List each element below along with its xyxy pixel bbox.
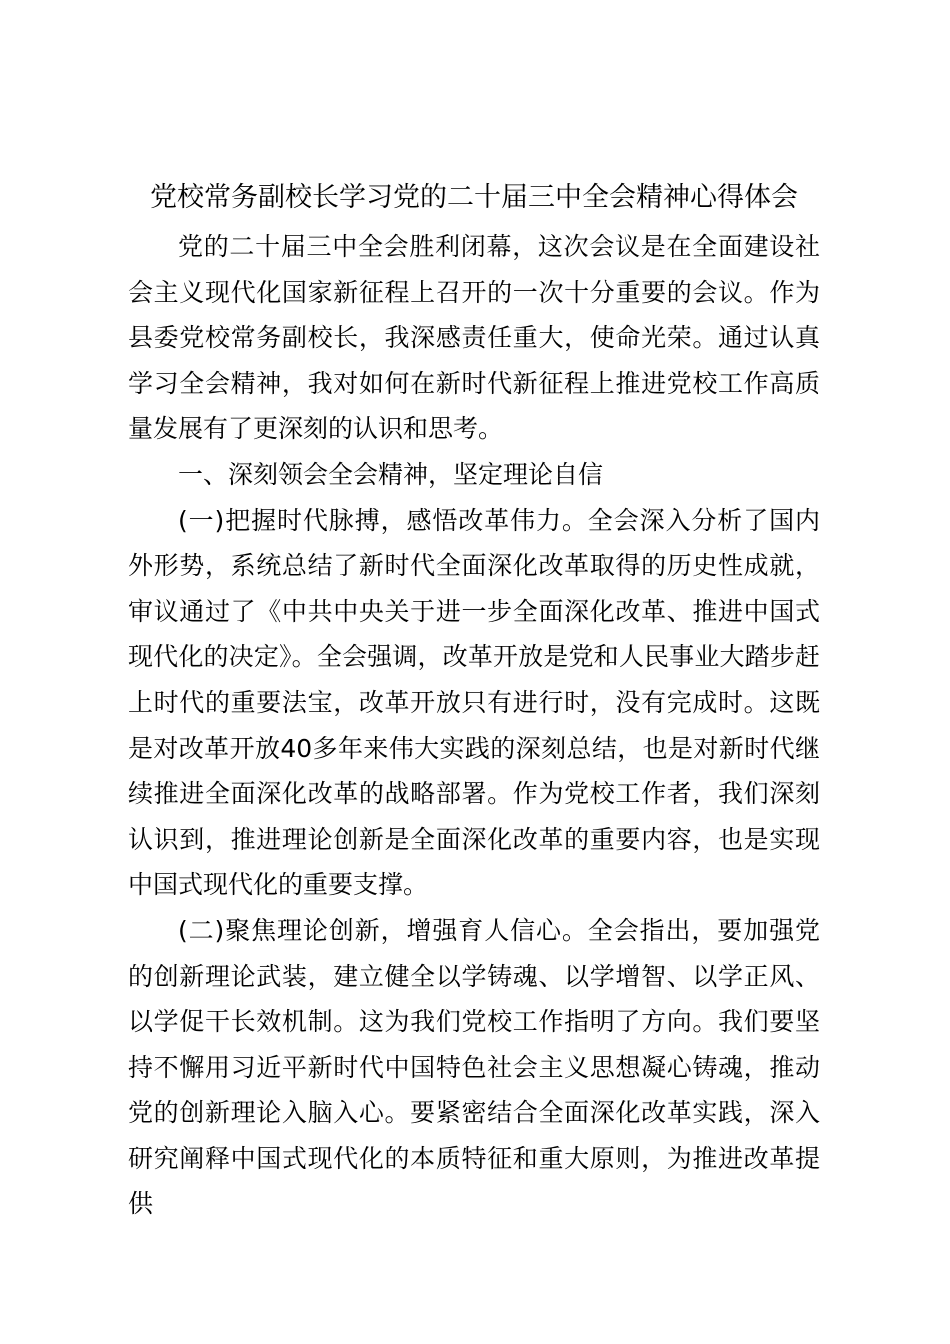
intro-paragraph: 党的二十届三中全会胜利闭幕，这次会议是在全面建设社会主义现代化国家新征程上召开的一次十分重要的会议。作为县委党校常务副校长，我深感责任重大，使命光荣。通过认真学习全会精神，我对如何在新时代新征程上推进党校工作高质量发展有了更深刻的认识和思考。	[128, 232, 820, 444]
document-title: 党校常务副校长学习党的二十届三中全会精神心得体会	[150, 182, 798, 213]
subsection-paragraph-1: (一)把握时代脉搏，感悟改革伟力。全会深入分析了国内外形势，系统总结了新时代全面深化改革取得的历史性成就，审议通过了《中共中央关于进一步全面深化改革、推进中国式现代化的决定》。全会强调，改革开放是党和人民事业大踏步赶上时代的重要法宝，改革开放只有进行时，没有完成时。这既是对改革开放40多年来伟大实践的深刻总结，也是对新时代继续推进全面深化改革的战略部署。作为党校工作者，我们深刻认识到，推进理论创新是全面深化改革的重要内容，也是实现中国式现代化的重要支撑。	[128, 505, 820, 900]
section-heading-1: 一、深刻领会全会精神，坚定理论自信	[178, 459, 604, 489]
subsection-paragraph-2: (二)聚焦理论创新，增强育人信心。全会指出，要加强党的创新理论武装，建立健全以学铸魂、以学增智、以学正风、以学促干长效机制。这为我们党校工作指明了方向。我们要坚持不懈用习近平新时代中国特色社会主义思想凝心铸魂，推动党的创新理论入脑入心。要紧密结合全面深化改革实践，深入研究阐释中国式现代化的本质特征和重大原则，为推进改革提供	[128, 915, 820, 1219]
document-body	[128, 172, 820, 1227]
